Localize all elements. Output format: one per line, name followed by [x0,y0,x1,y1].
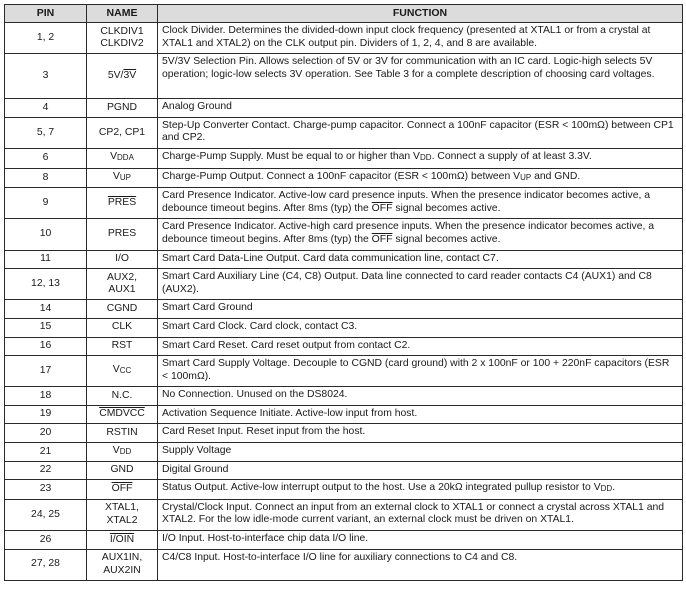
pin-name-text: AUX2, [106,271,138,283]
table-row [5,387,683,406]
table-row [5,250,683,269]
pin-function-text: Clock Divider. Determines the divided-down input clock frequency (presented at XTAL1 or from a crystal at XTAL1 and XTAL2) on the CLK output pin. Dividers of 1, 2, 4, and 8 are available. [162,25,651,49]
pin-number-cell: 19 [5,405,87,424]
pin-number-cell: 10 [5,219,87,250]
table-row [5,531,683,550]
table-row [5,461,683,480]
pin-name-text: CC [119,366,132,376]
pin-number-cell: 20 [5,424,87,443]
pin-number-cell: 21 [5,443,87,462]
pin-name-text: $\overline{OFF}$ [111,483,133,495]
pin-number-cell: 27, 28 [5,549,87,580]
pin-function-text: Smart Card Reset. Card reset output from contact C2. [162,339,411,351]
table-row [5,356,683,387]
table-row [5,23,683,54]
pin-function-text: Supply Voltage [162,445,232,457]
table-row [5,148,683,168]
pin-name-text: PGND [106,101,138,113]
table-row [5,99,683,118]
pin-number-cell: 5, 7 [5,117,87,148]
pin-function-text: Charge-Pump Output. Connect a 100nF capacitor (ESR < 100mΩ) between V [162,170,521,182]
pin-function-text: DD [420,152,432,162]
pin-name-text: V [112,171,120,183]
table-row [5,337,683,356]
name-column-header: NAME [87,5,158,23]
pin-name-cell [87,168,158,188]
pin-description-table [4,4,683,581]
pin-number-cell: 3 [5,54,87,99]
pin-number-cell: 9 [5,188,87,219]
pin-function-cell [158,443,683,462]
pin-name-text: 5V/ [107,69,124,81]
pin-name-text: AUX1 [108,284,136,296]
table-row [5,269,683,300]
table-row [5,480,683,500]
pin-function-text: Charge-Pump Supply. Must be equal to or higher than V [162,150,420,162]
pin-name-text: V [112,364,120,376]
pin-name-text: XTAL2 [106,514,138,526]
pin-name-text: DD [119,447,132,457]
pin-function-cell [158,219,683,250]
pin-name-cell [87,188,158,219]
pin-number-cell: 17 [5,356,87,387]
pin-name-text: CLKDIV2 [100,38,144,50]
table-row [5,549,683,580]
pin-function-cell [158,531,683,550]
pin-function-text: . Connect a supply of at least 3.3V. [431,150,592,162]
pin-function-cell [158,99,683,118]
pin-function-cell [158,318,683,337]
pin-function-text: I/O Input. Host-to-interface chip data I/O line. [162,533,369,545]
pin-function-text: Crystal/Clock Input. Connect an input from an external clock to XTAL1 or connect a crystal across XTAL1 and XTAL2. For the low idle-mode current variant, an external clock must be driven on XTAL1. [162,501,665,526]
pin-function-text: DD [600,484,613,494]
pin-name-cell [87,531,158,550]
pin-function-text: UP [520,172,532,182]
pin-function-text: Card Presence Indicator. Active-low card presence inputs. When the presence indicator becomes active, a debounce timeout begins. After 8ms (typ) the [162,190,651,214]
pin-name-text: AUX1IN, [101,552,143,564]
pin-name-text: CLKDIV1 [100,25,144,37]
pin-function-cell [158,405,683,424]
pin-number-cell: 15 [5,318,87,337]
table-row [5,168,683,188]
pin-function-cell [158,117,683,148]
pin-function-text: Smart Card Ground [162,302,253,314]
pin-name-text: UP [119,173,132,183]
pin-function-text: Smart Card Auxiliary Line (C4, C8) Output. Data line connected to card reader contacts C4 (AUX1) and C8 (AUX2). [162,271,652,295]
pin-name-cell [87,250,158,269]
pin-function-cell [158,148,683,168]
pin-name-cell [87,117,158,148]
pin-name-text: RSTIN [106,426,138,438]
pin-name-text: CLK [111,321,133,333]
pin-name-text: CP2, CP1 [98,126,146,138]
pin-number-cell: 16 [5,337,87,356]
pin-function-text: and GND. [531,170,581,182]
pin-name-text: CMDVCC [99,408,145,420]
pin-name-cell [87,269,158,300]
pin-name-text: V [110,151,118,163]
pin-function-text: Smart Card Clock. Card clock, contact C3. [162,320,358,332]
pin-name-cell [87,219,158,250]
pin-function-text: Card Presence Indicator. Active-high card presence inputs. When the presence indicator becomes active, a debounce timeout begins. After 8ms (typ) the [162,221,655,245]
pin-function-cell [158,54,683,99]
pin-function-cell [158,23,683,54]
pin-function-text: Smart Card Supply Voltage. Decouple to CGND (card ground) with 2 x 100nF or 100 + 220nF capacitors (ESR < 100mΩ). [162,358,670,382]
pin-function-text: Smart Card Data-Line Output. Card data communication line, contact C7. [162,252,499,264]
pin-name-cell [87,424,158,443]
pin-number-cell: 8 [5,168,87,188]
pin-function-cell [158,549,683,580]
pin-function-cell [158,387,683,406]
pin-column-header: PIN [5,5,87,23]
table-row [5,300,683,319]
table-row [5,443,683,462]
table-row [5,117,683,148]
pin-function-cell [158,499,683,530]
table-row [5,219,683,250]
pin-number-cell: 23 [5,480,87,500]
pin-number-cell: 12, 13 [5,269,87,300]
pin-name-text: 3V [123,69,137,81]
pin-name-cell [87,148,158,168]
table-row [5,405,683,424]
pin-function-cell [158,337,683,356]
pin-function-cell [158,188,683,219]
pin-number-cell: 24, 25 [5,499,87,530]
pin-name-text: XTAL1, [105,502,139,514]
pin-name-cell [87,356,158,387]
pin-function-text: 5V/3V Selection Pin. Allows selection of 5V or 3V for communication with an IC card. Logic-high selects 5V operation; logic-low selects 3V operation. See Table 3 for a complete description of choosing card voltages. [162,56,655,80]
pin-number-cell: 4 [5,99,87,118]
pin-name-cell [87,318,158,337]
pin-name-text: DDA [117,153,134,163]
pin-function-text: $\overline{OFF}$ [371,233,393,245]
pin-function-cell [158,300,683,319]
pin-function-text: Step-Up Converter Contact. Charge-pump capacitor. Connect a 100nF capacitor (ESR < 100mΩ) between CP1 and CP2. [162,119,674,144]
pin-function-text: . [612,482,616,494]
pin-name-cell [87,337,158,356]
pin-number-cell: 6 [5,148,87,168]
pin-name-cell [87,480,158,500]
pin-name-cell [87,549,158,580]
pin-name-text: PRES [107,196,137,208]
table-row [5,318,683,337]
pin-function-cell [158,461,683,480]
table-header-row [5,5,683,23]
pin-number-cell: 22 [5,461,87,480]
table-row [5,188,683,219]
pin-name-cell [87,54,158,99]
pin-number-cell: 14 [5,300,87,319]
pin-function-text: signal becomes active. [392,202,501,214]
pin-function-text: Digital Ground [162,463,229,475]
pin-function-text: $\overline{OFF}$ [371,202,393,214]
pin-number-cell: 26 [5,531,87,550]
function-column-header: FUNCTION [158,5,683,23]
table-row [5,54,683,99]
pin-name-cell [87,443,158,462]
pin-name-text: PRES [107,228,137,240]
pin-name-text: N.C. [111,389,133,401]
pin-name-text: I/O [115,253,129,265]
pin-function-text: Status Output. Active-low interrupt output to the host. Use a 20kΩ integrated pullup resistor to V [162,482,601,494]
pin-function-cell [158,168,683,188]
pin-name-text: RST [111,340,133,351]
pin-function-text: Analog Ground [162,101,232,113]
pin-name-cell [87,99,158,118]
pin-number-cell: 11 [5,250,87,269]
pin-function-cell [158,269,683,300]
table-row [5,424,683,443]
pin-name-text: AUX2IN [103,564,141,576]
pin-name-text: I/OIN [109,533,135,545]
pin-name-text: GND [110,464,134,476]
pin-function-text: signal becomes active. [392,233,501,245]
pin-name-text: CGND [106,302,138,314]
pin-name-cell [87,23,158,54]
pin-function-text: Activation Sequence Initiate. Active-low input from host. [162,407,418,419]
pin-name-cell [87,300,158,319]
pin-function-cell [158,424,683,443]
pin-function-cell [158,250,683,269]
pin-function-text: No Connection. Unused on the DS8024. [162,389,348,401]
pin-number-cell: 1, 2 [5,23,87,54]
pin-name-cell [87,499,158,530]
pin-function-cell [158,356,683,387]
pin-function-cell [158,480,683,500]
pin-name-cell [87,461,158,480]
pin-function-text: C4/C8 Input. Host-to-interface I/O line for auxiliary connections to C4 and C8. [162,551,518,563]
pin-name-text: V [112,445,120,457]
pin-number-cell: 18 [5,387,87,406]
pin-name-cell [87,387,158,406]
pin-function-text: Card Reset Input. Reset input from the host. [162,426,366,438]
pin-name-cell [87,405,158,424]
table-row [5,499,683,530]
